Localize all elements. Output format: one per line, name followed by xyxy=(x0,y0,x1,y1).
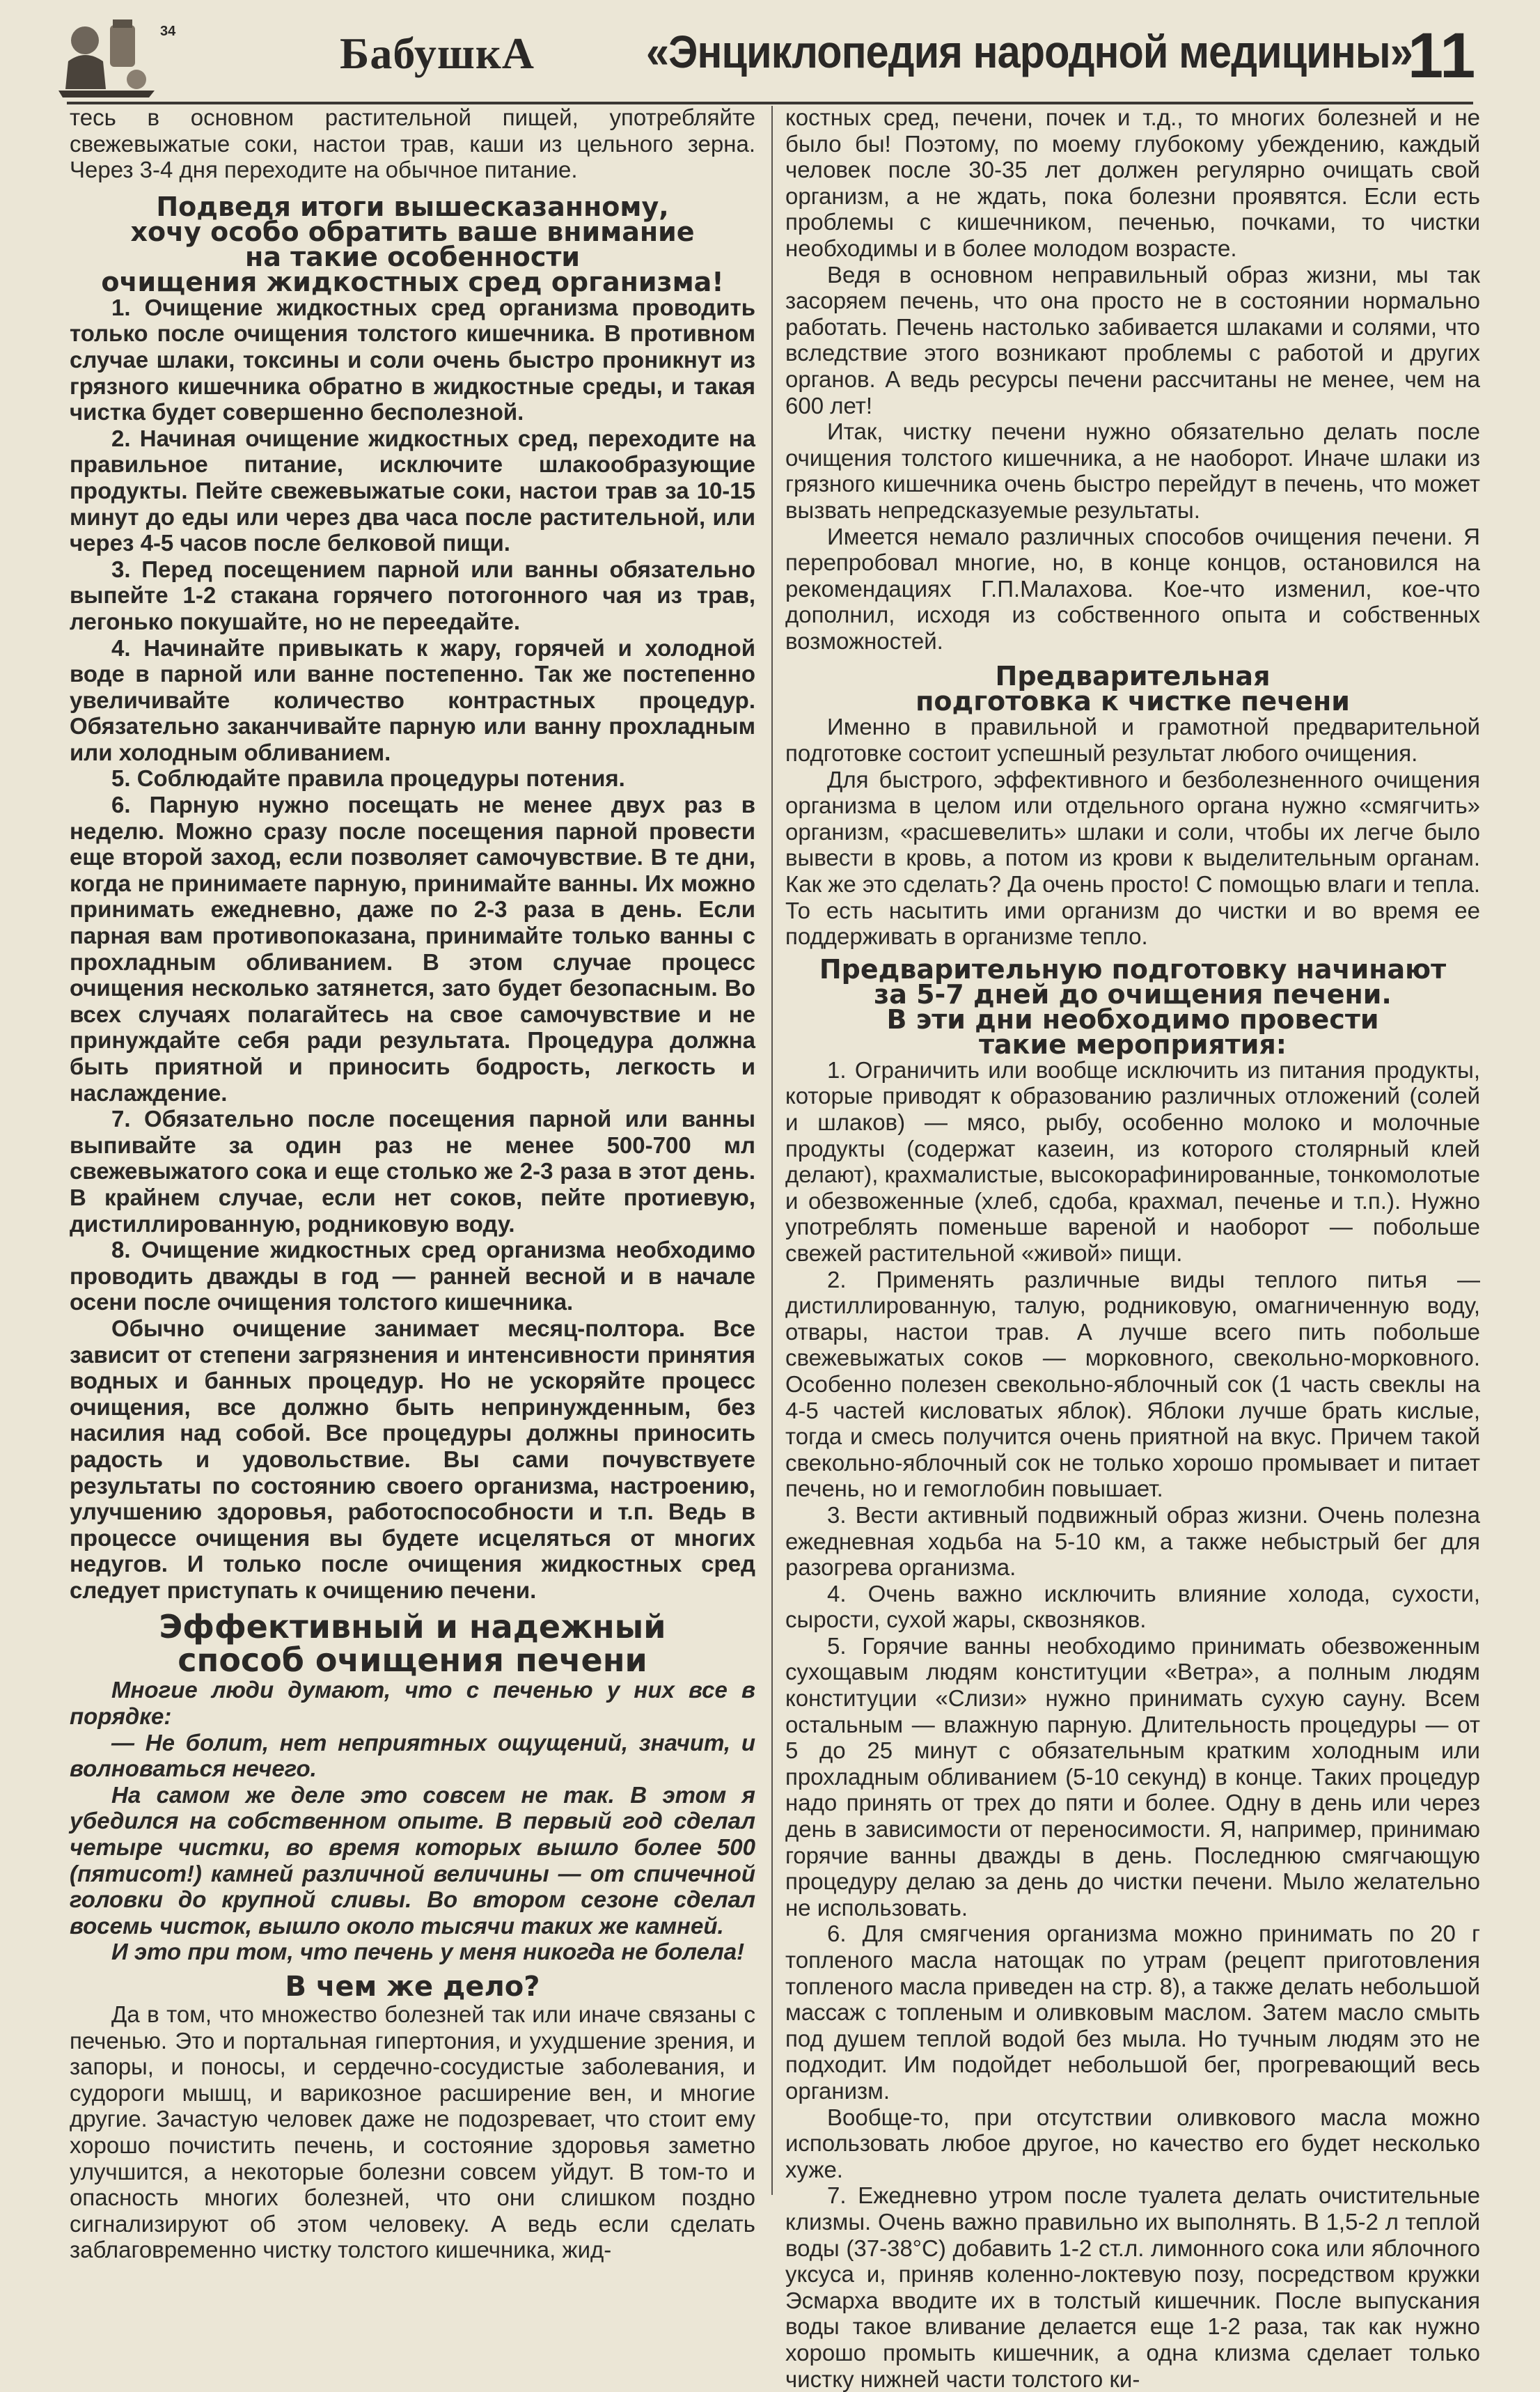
italic-intro xyxy=(70,1677,755,1965)
paragraph: Имеется немало различных способов очищения печени. Я перепробовал многие, но, в конце концов, остановился на рекомендациях Г.П.Малахова. Кое-что изменил, кое-что дополнил, исходя из собственного опыта и собственных возможностей. xyxy=(785,523,1480,654)
list-item: 1. Очищение жидкостных сред организма проводить только после очищения толстого кишечника. В противном случае шлаки, токсины и соли очень быстро проникнут из грязного кишечника обратно в жидкостные среды, и такая чистка будет совершенно бесполезной. xyxy=(70,294,755,425)
italic-paragraph: И это при том, что печень у меня никогда не болела! xyxy=(111,1939,745,1965)
list-item: 2. Применять различные виды теплого питья — дистиллированную, талую, родниковую, омагниченную воду, отвары, настои трав. А лучше всего пить побольше свежевыжатых соков — морковного, свекольно-морковного. Особенно полезен свекольно-яблочный сок (1 часть свеклы на 4-5 частей кисловатых яблок). Яблоки лучше брать кислые, тогда и смесь получится очень приятной на вкус. Причем такой свекольно-яблочный сок не только хорошо промывает и питает печень, но и гемоглобин повышает. xyxy=(785,1266,1480,1502)
right-column xyxy=(785,104,1480,2392)
cleansing-rules-list xyxy=(70,295,755,1604)
heading-liver-method: Эффективный и надежный способ очищения печени xyxy=(159,1608,666,1680)
left-column xyxy=(70,104,755,2263)
page-number: 11 xyxy=(1408,20,1476,91)
paragraph: костных сред, печени, почек и т.д., то многих болезней и не было бы! Поэтому, по моему глубокому убеждению, каждый человек после 30-35 лет должен регулярно очищать свой организм, а не ждать, пока болезни проявятся. Если есть проблемы с кишечником, печенью, почками, то чистки необходимы и в более молодом возрасте. xyxy=(785,104,1480,261)
italic-paragraph: — Не болит, нет неприятных ощущений, значит, и волноваться нечего. xyxy=(70,1729,755,1782)
list-item: 4. Очень важно исключить влияние холода, сухости, сырости, сухой жары, сквозняков. xyxy=(785,1580,1480,1633)
column-divider xyxy=(771,106,773,2195)
paragraph: Ведя в основном неправильный образ жизни, мы так засоряем печень, что она просто не в состоянии нормально работать. Печень настолько забивается шлаками и солями, что вследствие этого возникают проблемы с работой и других органов. А ведь ресурсы печени рассчитаны не менее, чем на 600 лет! xyxy=(785,261,1480,419)
intro-paragraph: тесь в основном растительной пищей, употребляйте свежевыжатые соки, настои трав, каши из цельного зерна. Через 3-4 дня переходите на обычное питание. xyxy=(70,104,755,183)
brand-title: БабушкА xyxy=(340,29,535,78)
issue-page-small: 34 xyxy=(160,24,176,39)
paragraph: Именно в правильной и грамотной предварительной подготовке состоит успешный результат любого очищения. xyxy=(785,714,1480,767)
list-item: 4. Начинайте привыкать к жару, горячей и холодной воде в парной или ванне постепенно. Так же постепенно увеличивайте количество контрастных процедур. Обязательно заканчивайте парную или ванну прохладным или холодным обливанием. xyxy=(70,634,755,765)
paragraph: Итак, чистку печени нужно обязательно делать после очищения толстого кишечника, а не наоборот. Иначе шлаки из грязного кишечника очень быстро перейдут в печень, что может вызвать непредсказуемые результаты. xyxy=(785,419,1480,523)
list-item: 6. Для смягчения организма можно принимать по 20 г топленого масла натощак по утрам (рецепт приготовления топленого масла приведен на стр. 8), а также делать небольшой массаж с топленым и оливковым маслом. Затем масло смыть под душем теплой водой без мыла. Но тучным людям это не подходит. Им подойдет небольшой бег, прогревающий весь организм. xyxy=(785,1921,1480,2104)
list-item: 7. Ежедневно утром после туалета делать очистительные клизмы. Очень важно правильно их выполнять. В 1,5-2 л теплой воды (37-38°С) добавить 1-2 ст.л. лимонного сока или яблочного уксуса и, приняв коленно-локтевую позу, посредством кружки Эсмарха вводите их в толстый кишечник. После выпускания воды такое вливание делается еще 1-2 раза, так как нужно хорошо промыть кишечник, а одна клизма сделает только чистку нижней части толстого ки- xyxy=(785,2182,1480,2392)
list-item: 5. Горячие ванны необходимо принимать обезвоженным сухощавым людям конституции «Ветра», а полным людям конституции «Слизи» нужно принимать сухую сауну. Всем остальным — влажную парную. Длительность процедуры — от 5 до 25 минут с обязательным кратким холодным или прохладным обливанием (5-10 секунд) в конце. Таких процедур надо принять от трех до пяти и более. Одну в день или через день в зависимости от переносимости. Я, например, принимаю горячие ванны дважды в день. Последнюю смягчающую процедуру делаю за день до чистки печени. Мыло желательно не использовать. xyxy=(785,1632,1480,1921)
list-item: Обычно очищение занимает месяц-полтора. Все зависит от степени загрязнения и интенсивности принятия водных и банных процедур. Но не ускоряйте процесс очищения, все должно быть непринужденным, без насилия над собой. Все процедуры должны приносить радость и удовольствие. Вы сами почувствуете результаты по состоянию своего организма, настроению, улучшению здоровья, работоспособности и т.п. Ведь в процессе очищения вы будете исцеляться от многих недугов. И только после очищения жидкостных сред следует приступать к очищению печени. xyxy=(70,1315,755,1603)
list-item: 8. Очищение жидкостных сред организма необходимо проводить дважды в год — ранней весной и в начале осени после очищения толстого кишечника. xyxy=(70,1237,755,1315)
paragraph: Для быстрого, эффективного и безболезненного очищения организма в целом или отдельного органа нужно «смягчить» организм, «расшевелить» шлаки и соли, чтобы их легче было вывести в кровь, а потом из крови к выделительным органам. Как же это сделать? Да очень просто! С помощью влаги и тепла. То есть насытить ими организм до чистки и во время ее поддерживать в организме тепло. xyxy=(785,766,1480,950)
heading-preparation-timing: Предварительную подготовку начинают за 5-7 дней до очищения печени. В эти дни необходимо провести такие мероприятия: xyxy=(819,953,1447,1060)
list-item: 5. Соблюдайте правила процедуры потения. xyxy=(111,765,625,792)
list-item: 6. Парную нужно посещать не менее двух раз в неделю. Можно сразу после посещения парной провести еще второй заход, если позволяет самочувствие. В те дни, когда не принимаете парную, принимайте ванны. Их можно принимать ежедневно, даже по 2-3 раза в день. Если парная вам противопоказана, принимайте только ванны с прохладным обливанием. В этом случае процесс очищения несколько затянется, зато будет безопасным. Во всех случаях полагайтесь на свое самочувствие и не принуждайте себя ради результата. Процедура должна быть приятной и приносить бодрость, легкость и наслаждение. xyxy=(70,792,755,1106)
heading-summary: Подведя итоги вышесказанному, хочу особо обратить ваше внимание на такие особенности очищения жидкостных сред организма! xyxy=(101,191,724,297)
heading-preparation: Предварительная подготовка к чистке печени xyxy=(916,661,1350,717)
list-item: 3. Вести активный подвижный образ жизни. Очень полезна ежедневная ходьба на 5-10 км, а также небыстрый бег для разогрева организма. xyxy=(785,1501,1480,1581)
heading-whats-the-matter: В чем же дело? xyxy=(285,1971,540,2003)
list-item: 2. Начиная очищение жидкостных сред, переходите на правильное питание, исключите шлакообразующие продукты. Пейте свежевыжатые соки, настои трав за 10-15 минут до еды или через два часа после растительной, или через 4-5 часов после белковой пищи. xyxy=(70,425,755,556)
list-item: Вообще-то, при отсутствии оливкового масла можно использовать любое другое, но качество его будет несколько хуже. xyxy=(785,2104,1480,2182)
list-item: 7. Обязательно после посещения парной или ванны выпивайте за один раз не менее 500-700 мл свежевыжатого сока и еще столько же 2-3 раза в этот день. В крайнем случае, если нет соков, пейте протиевую, дистиллированную, родниковую воду. xyxy=(70,1106,755,1237)
grandmother-logo xyxy=(54,13,159,97)
list-item: 1. Ограничить или вообще исключить из питания продукты, которые приводят к образованию различных отложений (солей и шлаков) — мясо, рыбу, особенно молоко и молочные продукты (содержат казеин, из которого столярный клей делают), крахмалистые, высокорафинированные, тонкомолотые и обезвоженные (хлеб, сдоба, крахмал, печенье и т.п.). Нужно употреблять поменьше вареной и наоборот — побольше свежей растительной «живой» пищи. xyxy=(785,1056,1480,1266)
publication-title: «Энциклопедия народной медицины» xyxy=(646,26,1413,77)
end-paragraph: Да в том, что множество болезней так или иначе связаны с печенью. Это и портальная гипертония, и ухудшение зрения, и запоры, и поносы, и сердечно-сосудистые заболевания, и судороги мышц, и варикозное расширение вен, и многие другие. Зачастую человек даже не подозревает, что стоит ему хорошо почистить печень, и состояние здоровья заметно улучшится, а некоторые болезни совсем уйдут. В том-то и опасность многих болезней, что они слишком поздно сигнализируют об этом человеку. А ведь если сделать заблаговременно чистку толстого кишечника, жид- xyxy=(70,2001,755,2263)
italic-paragraph: На самом же деле это совсем не так. В этом я убедился на собственном опыте. В первый год сделал четыре чистки, во время которых вышло более 500 (пятисот!) камней различной величины — от спичечной головки до крупной сливы. Во втором сезоне сделал восемь чисток, вышло около тысячи таких же камней. xyxy=(70,1781,755,1939)
list-item: 3. Перед посещением парной или ванны обязательно выпейте 1-2 стакана горячего потогонного чая из трав, легонько покушайте, но не переедайте. xyxy=(70,556,755,634)
italic-paragraph: Многие люди думают, что с печенью у них все в порядке: xyxy=(70,1677,755,1730)
page-header xyxy=(0,0,1540,104)
